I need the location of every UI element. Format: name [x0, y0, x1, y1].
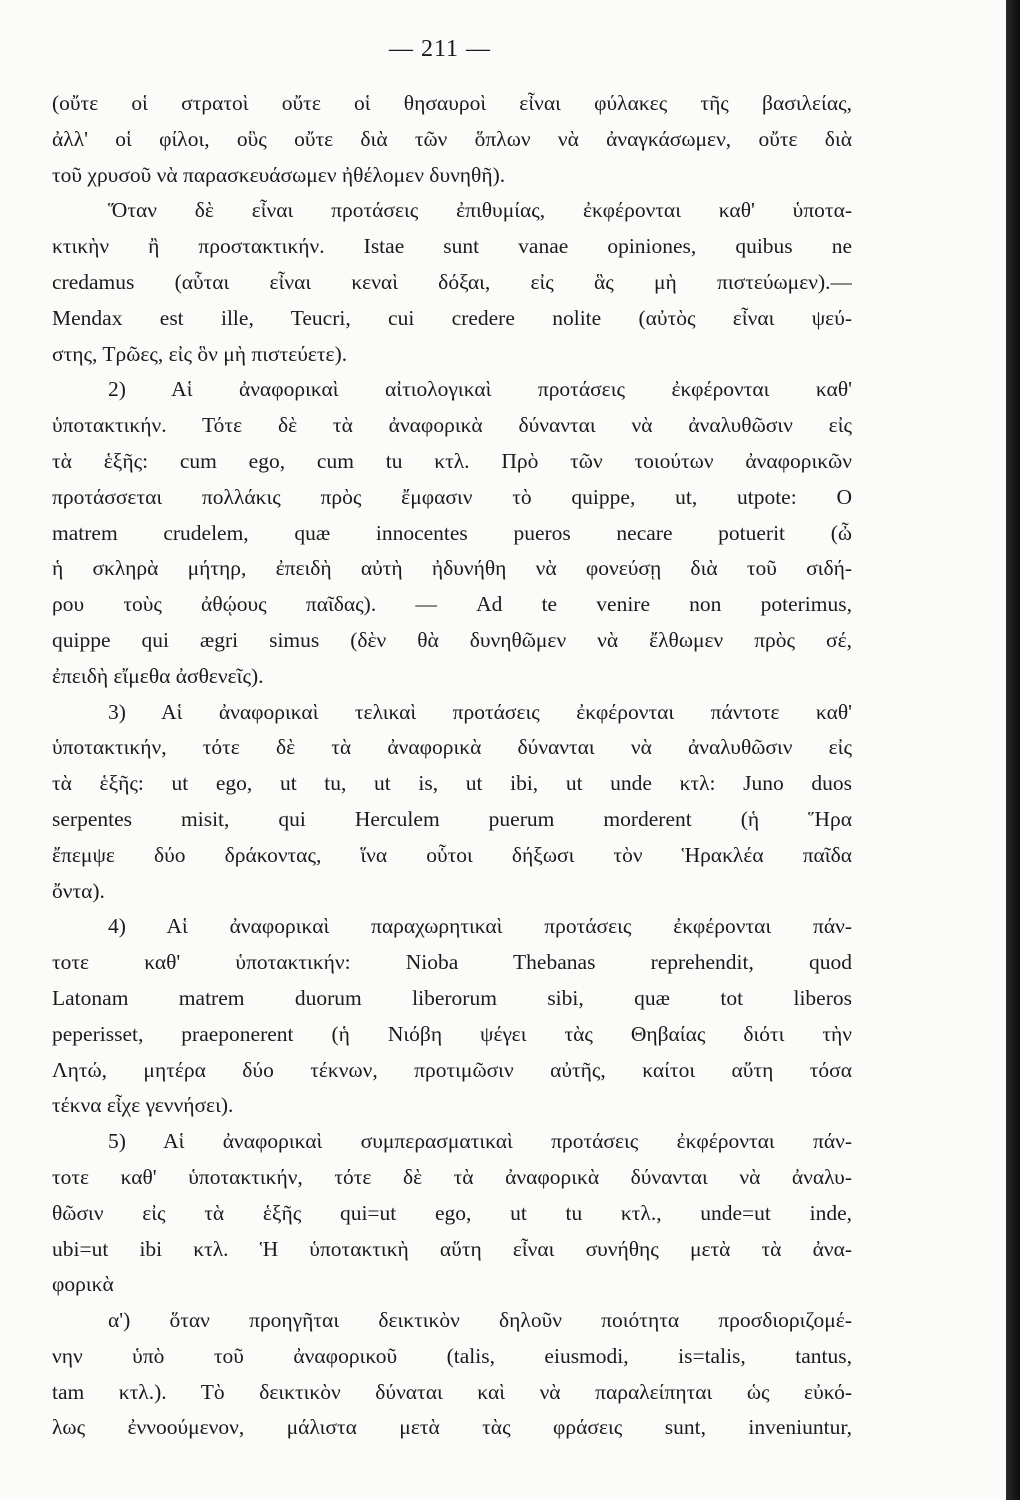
text-line: 4) Αἱ ἀναφορικαὶ παραχωρητικαὶ προτάσεις ἐκφέρονται πάν-	[108, 914, 852, 939]
text-line: ἀλλ' οἱ φίλοι, οὓς οὔτε διὰ τῶν ὅπλων νὰ ἀναγκάσωμεν, οὔτε διὰ	[52, 126, 852, 151]
text-line: τέκνα εἶχε γεννήσει).	[52, 1093, 234, 1118]
text-line: θῶσιν εἰς τὰ ἑξῆς qui=ut ego, ut tu κτλ., unde=ut inde,	[52, 1200, 852, 1225]
scan-edge-shadow	[1006, 0, 1020, 1500]
text-line: τοτε καθ' ὑποτακτικήν, τότε δὲ τὰ ἀναφορικὰ δύνανται νὰ ἀναλυ-	[52, 1164, 852, 1189]
text-line: credamus (αὗται εἶναι κεναὶ δόξαι, εἰς ἃς μὴ πιστεύωμεν).—	[52, 269, 852, 294]
text-line: 3) Αἱ ἀναφορικαὶ τελικαὶ προτάσεις ἐκφέρονται πάντοτε καθ'	[108, 699, 852, 724]
text-line: τοῦ χρυσοῦ νὰ παρασκευάσωμεν ἠθέλομεν δυνηθῆ).	[52, 162, 506, 187]
text-line: τοτε καθ' ὑποτακτικήν: Nioba Thebanas reprehendit, quod	[52, 950, 852, 975]
text-line: Λητώ, μητέρα δύο τέκνων, προτιμῶσιν αὐτῆς, καίτοι αὕτη τόσα	[52, 1057, 852, 1082]
text-line: προτάσσεται πολλάκις πρὸς ἔμφασιν τὸ quippe, ut, utpote: O	[52, 484, 852, 509]
text-line: peperisset, praeponerent (ἡ Νιόβη ψέγει τὰς Θηβαίας διότι τὴν	[52, 1021, 852, 1046]
text-line: α') ὅταν προηγῆται δεικτικὸν δηλοῦν ποιότητα προσδιοριζομέ-	[108, 1308, 852, 1333]
text-line: λως ἐννοούμενον, μάλιστα μετὰ τὰς φράσεις sunt, inveniuntur,	[52, 1415, 852, 1440]
text-line: 5) Αἱ ἀναφορικαὶ συμπερασματικαὶ προτάσεις ἐκφέρονται πάν-	[108, 1129, 852, 1154]
body-text	[52, 86, 852, 1446]
text-line: ὑποτακτικήν, τότε δὲ τὰ ἀναφορικὰ δύνανται νὰ ἀναλυθῶσιν εἰς	[52, 735, 852, 760]
text-line: tam κτλ.). Τὸ δεικτικὸν δύναται καὶ νὰ παραλείπηται ὡς εὐκό-	[52, 1379, 852, 1404]
text-line: κτικὴν ἢ προστακτικήν. Istae sunt vanae opiniones, quibus ne	[52, 234, 852, 259]
text-line: ubi=ut ibi κτλ. Ἡ ὑποτακτικὴ αὕτη εἶναι συνήθης μετὰ τὰ ἀνα-	[52, 1236, 852, 1261]
text-line: (οὔτε οἱ στρατοὶ οὔτε οἱ θησαυροὶ εἶναι φύλακες τῆς βασιλείας,	[52, 91, 852, 115]
text-line: Latonam matrem duorum liberorum sibi, quæ tot liberos	[52, 985, 852, 1010]
text-line: τὰ ἑξῆς: ut ego, ut tu, ut is, ut ibi, ut unde κτλ: Juno duos	[52, 771, 852, 796]
text-line: Ὅταν δὲ εἶναι προτάσεις ἐπιθυμίας, ἐκφέρονται καθ' ὑποτα-	[108, 198, 852, 223]
text-line: φορικὰ	[52, 1272, 114, 1297]
text-line: νην ὑπὸ τοῦ ἀναφορικοῦ (talis, eiusmodi, is=talis, tantus,	[52, 1343, 852, 1368]
page-number: — 211 —	[388, 36, 492, 62]
text-line: 2) Αἱ ἀναφορικαὶ αἰτιολογικαὶ προτάσεις ἐκφέρονται καθ'	[108, 377, 852, 402]
text-line: ὑποτακτικήν. Τότε δὲ τὰ ἀναφορικὰ δύνανται νὰ ἀναλυθῶσιν εἰς	[52, 413, 852, 438]
text-line: ἐπειδὴ εἴμεθα ἀσθενεῖς).	[52, 663, 264, 688]
text-line: Mendax est ille, Teucri, cui credere nolite (αὐτὸς εἶναι ψεύ-	[52, 305, 852, 330]
text-line: ρου τοὺς ἀθῴους παῖδας). — Ad te venire non poterimus,	[52, 592, 852, 617]
text-line: serpentes misit, qui Herculem puerum morderent (ἡ Ἥρα	[52, 806, 852, 831]
text-line: τὰ ἑξῆς: cum ego, cum tu κτλ. Πρὸ τῶν τοιούτων ἀναφορικῶν	[52, 448, 852, 473]
text-line: matrem crudelem, quæ innocentes pueros necare potuerit (ὦ	[52, 520, 852, 545]
text-line: στης, Τρῶες, εἰς ὃν μὴ πιστεύετε).	[52, 341, 348, 366]
text-line: ὄντα).	[52, 878, 105, 903]
text-line: quippe qui ægri simus (δὲν θὰ δυνηθῶμεν νὰ ἔλθωμεν πρὸς σέ,	[52, 627, 852, 652]
text-line: ἔπεμψε δύο δράκοντας, ἵνα οὗτοι δήξωσι τὸν Ἡρακλέα παῖδα	[52, 842, 852, 867]
text-line: ἡ σκληρὰ μήτηρ, ἐπειδὴ αὐτὴ ἠδυνήθη νὰ φονεύσῃ διὰ τοῦ σιδή-	[52, 556, 852, 581]
